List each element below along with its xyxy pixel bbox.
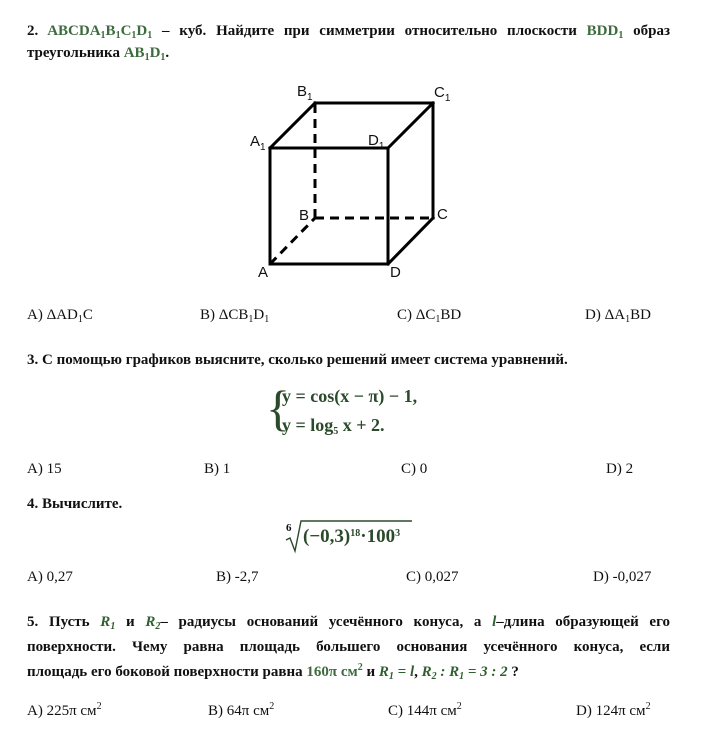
label-b1: $B_1$	[297, 83, 313, 103]
label-b: B	[299, 207, 310, 224]
root-index: 6	[286, 522, 292, 534]
q3-option-d[interactable]: D) 2	[606, 461, 634, 477]
edge-a1-b1	[270, 103, 315, 148]
q3-option-a[interactable]: A) 15	[27, 461, 62, 477]
q4-option-b[interactable]: B) -2,7	[216, 569, 259, 585]
q5-statement-line3: площадь его боковой поверхности равна 160π $см^2$ и $R_1 = l$, $R_2$ : $R_1 = 3$ : 2 ?	[27, 662, 519, 682]
q3-option-b[interactable]: B) 1	[204, 461, 231, 477]
q2-option-b[interactable]: B) $\Delta CB_1D_1$	[200, 307, 270, 325]
q4-option-a[interactable]: A) 0,27	[27, 569, 73, 585]
label-d1: $D_1$	[368, 132, 385, 152]
q5-statement-line2: поверхности. Чему равна площадь большего основания усечённого конуса, если	[27, 639, 670, 655]
q4-statement: 4. Вычислите.	[27, 496, 123, 512]
radicand: $(-0,3)^{18}\cdot 100^3$	[303, 526, 401, 547]
q5-option-b[interactable]: B) 64π $см^2$	[208, 701, 275, 719]
label-d: D	[390, 264, 401, 281]
cube-figure	[240, 78, 470, 283]
system-eq2: $y = \log_5 x + 2$.	[282, 415, 385, 437]
q5-statement-line1: 5. Пусть $R_1$ и $R_2-$ радиусы оснований усечённого конуса, а l–длина образующей его	[27, 614, 671, 632]
q2-text1: – куб. Найдите при симметрии относительно плоскости	[162, 23, 577, 39]
label-a: A	[258, 264, 269, 281]
label-a1: $A_1$	[250, 133, 266, 153]
q2-statement-line2: треугольника $AB_1D_1$.	[27, 45, 170, 63]
edge-a-b	[270, 218, 315, 264]
q2-cube-name: $ABCDA_1B_1C_1D_1$	[47, 23, 153, 41]
q2-option-a[interactable]: A) $\Delta AD_1C$	[27, 307, 93, 325]
q2-triangle: $AB_1D_1$	[123, 45, 166, 63]
q3-statement: 3. С помощью графиков выясните, сколько решений имеет система уравнений.	[27, 352, 568, 368]
q3-system	[268, 380, 468, 440]
q2-plane: $BDD_1$	[586, 23, 624, 41]
q5-option-d[interactable]: D) 124π $см^2$	[576, 701, 651, 719]
label-c: C	[437, 206, 448, 223]
q2-option-d[interactable]: D) $\Delta A_1BD$	[585, 307, 651, 325]
edge-d1-c1	[388, 103, 433, 148]
q2-number: 2.	[27, 23, 39, 39]
q2-option-c[interactable]: C) $\Delta C_1BD$	[397, 307, 462, 325]
q4-expression	[284, 518, 424, 554]
q2-text2: образ	[633, 23, 670, 39]
q5-option-a[interactable]: A) 225π $см^2$	[27, 701, 102, 719]
system-brace: {	[266, 380, 290, 436]
q3-option-c[interactable]: C) 0	[401, 461, 428, 477]
q4-option-c[interactable]: C) 0,027	[406, 569, 459, 585]
system-eq1: y = cos(x − π) − 1,	[282, 386, 418, 406]
q2-text3: треугольника	[27, 45, 120, 61]
q2-statement-line1	[27, 20, 670, 42]
edge-d-c	[388, 218, 433, 264]
label-c1: $C_1$	[434, 84, 451, 104]
q4-option-d[interactable]: D) -0,027	[593, 569, 652, 585]
q5-option-c[interactable]: C) 144π $см^2$	[388, 701, 462, 719]
